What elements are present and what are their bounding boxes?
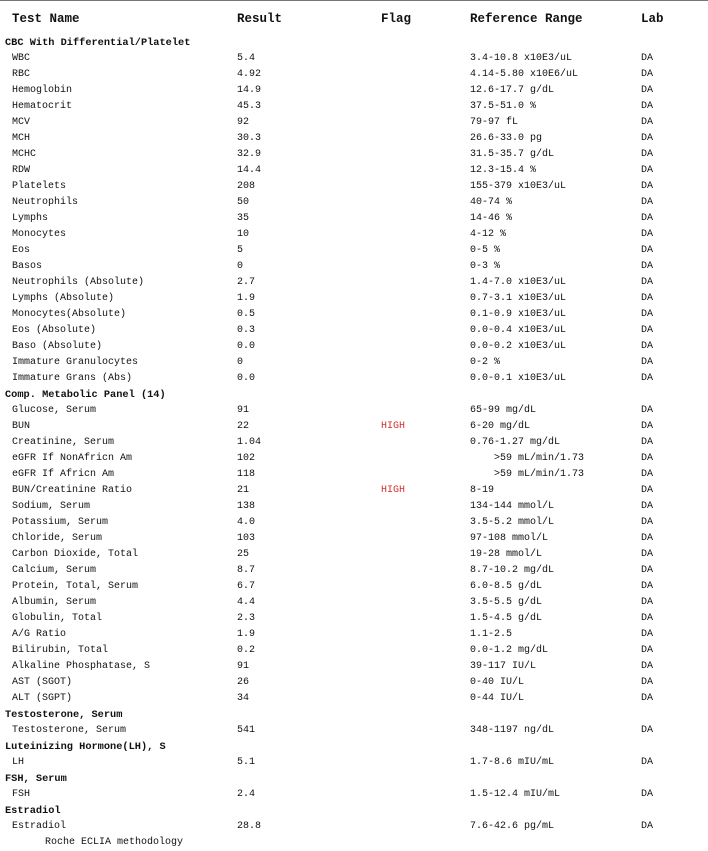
- test-name-cell: Carbon Dioxide, Total: [12, 549, 139, 560]
- reference-range-cell: 1.7-8.6 mIU/mL: [470, 757, 555, 768]
- result-cell: 4.92: [237, 69, 262, 80]
- lab-cell: DA: [641, 629, 654, 640]
- reference-range-cell: 8-19: [470, 485, 495, 496]
- table-row: [0, 627, 708, 643]
- col-header-test-name: Test Name: [12, 12, 80, 26]
- result-cell: 14.4: [237, 165, 262, 176]
- section-title: FSH, Serum: [5, 773, 67, 785]
- lab-cell: DA: [641, 485, 654, 496]
- lab-cell: DA: [641, 725, 654, 736]
- result-cell: 45.3: [237, 101, 262, 112]
- table-row: [0, 723, 708, 739]
- col-header-reference-range: Reference Range: [470, 12, 583, 26]
- table-row: [0, 547, 708, 563]
- result-cell: 14.9: [237, 85, 262, 96]
- table-row: [0, 611, 708, 627]
- reference-range-cell: 1.5-4.5 g/dL: [470, 613, 543, 624]
- result-cell: 28.8: [237, 821, 262, 832]
- col-header-result: Result: [237, 12, 283, 26]
- result-cell: 32.9: [237, 149, 262, 160]
- table-row: [0, 483, 708, 499]
- reference-range-cell: 39-117 IU/L: [470, 661, 537, 672]
- result-cell: 8.7: [237, 565, 256, 576]
- test-name-cell: LH: [12, 757, 25, 768]
- section-header: [0, 771, 708, 787]
- lab-cell: DA: [641, 101, 654, 112]
- reference-range-cell: 31.5-35.7 g/dL: [470, 149, 555, 160]
- table-row: [0, 275, 708, 291]
- table-header: [0, 0, 708, 35]
- result-cell: 2.4: [237, 789, 256, 800]
- reference-range-cell: 12.3-15.4 %: [470, 165, 537, 176]
- result-cell: 0.0: [237, 373, 256, 384]
- test-name-cell: Alkaline Phosphatase, S: [12, 661, 151, 672]
- reference-range-cell: 0-2 %: [470, 357, 501, 368]
- lab-cell: DA: [641, 53, 654, 64]
- test-name-cell: Calcium, Serum: [12, 565, 97, 576]
- reference-range-cell: 3.4-10.8 x10E3/uL: [470, 53, 573, 64]
- test-name-cell: Lymphs: [12, 213, 49, 224]
- lab-cell: DA: [641, 149, 654, 160]
- result-cell: 1.9: [237, 293, 256, 304]
- reference-range-cell: 3.5-5.2 mmol/L: [470, 517, 555, 528]
- test-name-cell: Monocytes(Absolute): [12, 309, 127, 320]
- lab-cell: DA: [641, 165, 654, 176]
- lab-cell: DA: [641, 453, 654, 464]
- lab-cell: DA: [641, 533, 654, 544]
- reference-range-cell: 0-5 %: [470, 245, 501, 256]
- table-row: [0, 259, 708, 275]
- reference-range-cell: 0.0-0.1 x10E3/uL: [470, 373, 567, 384]
- result-cell: 6.7: [237, 581, 256, 592]
- reference-range-cell: 40-74 %: [470, 197, 513, 208]
- result-cell: 91: [237, 661, 250, 672]
- table-row: [0, 355, 708, 371]
- lab-cell: DA: [641, 197, 654, 208]
- test-name-cell: Baso (Absolute): [12, 341, 103, 352]
- lab-cell: DA: [641, 133, 654, 144]
- test-name-cell: Globulin, Total: [12, 613, 103, 624]
- table-row: [0, 819, 708, 835]
- reference-range-cell: 0.7-3.1 x10E3/uL: [470, 293, 567, 304]
- test-name-cell: A/G Ratio: [12, 629, 67, 640]
- table-row: [0, 131, 708, 147]
- test-name-cell: Bilirubin, Total: [12, 645, 109, 656]
- table-row: [0, 51, 708, 67]
- reference-range-cell: 12.6-17.7 g/dL: [470, 85, 555, 96]
- result-cell: 0: [237, 357, 244, 368]
- reference-range-cell: 0.76-1.27 mg/dL: [470, 437, 561, 448]
- test-name-cell: Estradiol: [12, 821, 67, 832]
- section-header: [0, 707, 708, 723]
- lab-cell: DA: [641, 581, 654, 592]
- table-row: [0, 419, 708, 435]
- result-cell: 50: [237, 197, 250, 208]
- reference-range-cell: 6.0-8.5 g/dL: [470, 581, 543, 592]
- table-row: [0, 339, 708, 355]
- result-cell: 541: [237, 725, 256, 736]
- lab-cell: DA: [641, 261, 654, 272]
- reference-range-cell: 1.5-12.4 mIU/mL: [470, 789, 561, 800]
- table-row: [0, 515, 708, 531]
- reference-range-cell: 97-108 mmol/L: [470, 533, 549, 544]
- lab-cell: DA: [641, 245, 654, 256]
- section-header: [0, 803, 708, 819]
- table-row: [0, 467, 708, 483]
- table-row: [0, 595, 708, 611]
- reference-range-cell: 37.5-51.0 %: [470, 101, 537, 112]
- reference-range-cell: 65-99 mg/dL: [470, 405, 537, 416]
- lab-cell: DA: [641, 469, 654, 480]
- lab-cell: DA: [641, 645, 654, 656]
- table-row: [0, 243, 708, 259]
- lab-cell: DA: [641, 437, 654, 448]
- result-cell: 30.3: [237, 133, 262, 144]
- test-name-cell: Immature Grans (Abs): [12, 373, 133, 384]
- test-name-cell: Basos: [12, 261, 43, 272]
- result-cell: 5.4: [237, 53, 256, 64]
- reference-range-cell: 79-97 fL: [470, 117, 519, 128]
- reference-range-cell: 0-40 IU/L: [470, 677, 525, 688]
- test-name-cell: Immature Granulocytes: [12, 357, 139, 368]
- table-row: [0, 323, 708, 339]
- table-row: [0, 403, 708, 419]
- test-name-cell: Hemoglobin: [12, 85, 73, 96]
- result-cell: 1.04: [237, 437, 262, 448]
- lab-cell: DA: [641, 325, 654, 336]
- table-row: [0, 211, 708, 227]
- col-header-lab: Lab: [641, 12, 664, 26]
- result-cell: 22: [237, 421, 250, 432]
- test-name-cell: WBC: [12, 53, 31, 64]
- result-cell: 4.4: [237, 597, 256, 608]
- test-name-cell: ALT (SGPT): [12, 693, 73, 704]
- section-title: Comp. Metabolic Panel (14): [5, 389, 166, 401]
- table-row: [0, 147, 708, 163]
- table-row: [0, 451, 708, 467]
- lab-cell: DA: [641, 213, 654, 224]
- section-header: [0, 739, 708, 755]
- result-cell: 103: [237, 533, 256, 544]
- reference-range-cell: 0.0-1.2 mg/dL: [470, 645, 549, 656]
- reference-range-cell: 0.0-0.2 x10E3/uL: [470, 341, 567, 352]
- lab-cell: DA: [641, 229, 654, 240]
- reference-range-cell: 134-144 mmol/L: [470, 501, 555, 512]
- section-header: [0, 35, 708, 51]
- table-row: [0, 163, 708, 179]
- result-cell: 4.0: [237, 517, 256, 528]
- lab-cell: DA: [641, 421, 654, 432]
- table-row: [0, 435, 708, 451]
- lab-cell: DA: [641, 757, 654, 768]
- reference-range-cell: 4-12 %: [470, 229, 507, 240]
- flag-cell: HIGH: [381, 485, 406, 496]
- reference-range-cell: 0.1-0.9 x10E3/uL: [470, 309, 567, 320]
- section-title: Testosterone, Serum: [5, 709, 123, 721]
- test-name-cell: Neutrophils: [12, 197, 79, 208]
- table-row: [0, 115, 708, 131]
- result-cell: 1.9: [237, 629, 256, 640]
- lab-cell: DA: [641, 597, 654, 608]
- test-name-cell: Hematocrit: [12, 101, 73, 112]
- lab-cell: DA: [641, 789, 654, 800]
- lab-cell: DA: [641, 405, 654, 416]
- reference-range-cell: 19-28 mmol/L: [470, 549, 543, 560]
- test-name-cell: Creatinine, Serum: [12, 437, 115, 448]
- note-text: Roche ECLIA methodology: [45, 837, 184, 848]
- lab-cell: DA: [641, 821, 654, 832]
- reference-range-cell: >59 mL/min/1.73: [494, 453, 585, 464]
- table-row: [0, 179, 708, 195]
- table-row: [0, 99, 708, 115]
- table-row: [0, 67, 708, 83]
- lab-cell: DA: [641, 277, 654, 288]
- reference-range-cell: 7.6-42.6 pg/mL: [470, 821, 555, 832]
- table-row: [0, 307, 708, 323]
- reference-range-cell: 348-1197 ng/dL: [470, 725, 555, 736]
- reference-range-cell: 14-46 %: [470, 213, 513, 224]
- section-title: Luteinizing Hormone(LH), S: [5, 741, 166, 753]
- test-name-cell: Eos: [12, 245, 31, 256]
- table-row: [0, 755, 708, 771]
- test-name-cell: BUN/Creatinine Ratio: [12, 485, 133, 496]
- result-cell: 34: [237, 693, 250, 704]
- result-cell: 2.3: [237, 613, 256, 624]
- lab-cell: DA: [641, 517, 654, 528]
- test-name-cell: MCH: [12, 133, 31, 144]
- result-cell: 10: [237, 229, 250, 240]
- reference-range-cell: 1.4-7.0 x10E3/uL: [470, 277, 567, 288]
- table-row: [0, 227, 708, 243]
- result-cell: 0.3: [237, 325, 256, 336]
- lab-cell: DA: [641, 661, 654, 672]
- table-row: [0, 83, 708, 99]
- result-cell: 21: [237, 485, 250, 496]
- test-name-cell: RDW: [12, 165, 31, 176]
- result-cell: 25: [237, 549, 250, 560]
- reference-range-cell: 0.0-0.4 x10E3/uL: [470, 325, 567, 336]
- lab-cell: DA: [641, 613, 654, 624]
- result-cell: 35: [237, 213, 250, 224]
- section-title: CBC With Differential/Platelet: [5, 37, 191, 49]
- result-cell: 91: [237, 405, 250, 416]
- section-header: [0, 387, 708, 403]
- test-name-cell: AST (SGOT): [12, 677, 73, 688]
- result-cell: 5.1: [237, 757, 256, 768]
- lab-cell: DA: [641, 117, 654, 128]
- table-row: [0, 371, 708, 387]
- table-row: [0, 659, 708, 675]
- reference-range-cell: 3.5-5.5 g/dL: [470, 597, 543, 608]
- lab-cell: DA: [641, 85, 654, 96]
- test-name-cell: MCHC: [12, 149, 37, 160]
- lab-cell: DA: [641, 293, 654, 304]
- result-cell: 0.5: [237, 309, 256, 320]
- result-cell: 208: [237, 181, 256, 192]
- lab-cell: DA: [641, 693, 654, 704]
- lab-cell: DA: [641, 357, 654, 368]
- result-cell: 92: [237, 117, 250, 128]
- test-name-cell: Protein, Total, Serum: [12, 581, 139, 592]
- test-name-cell: Potassium, Serum: [12, 517, 109, 528]
- reference-range-cell: 155-379 x10E3/uL: [470, 181, 567, 192]
- result-cell: 138: [237, 501, 256, 512]
- lab-cell: DA: [641, 373, 654, 384]
- table-row: [0, 675, 708, 691]
- reference-range-cell: 0-3 %: [470, 261, 501, 272]
- test-name-cell: FSH: [12, 789, 31, 800]
- test-name-cell: RBC: [12, 69, 31, 80]
- table-row: [0, 291, 708, 307]
- lab-cell: DA: [641, 501, 654, 512]
- reference-range-cell: 6-20 mg/dL: [470, 421, 531, 432]
- table-row: [0, 563, 708, 579]
- test-name-cell: Neutrophils (Absolute): [12, 277, 145, 288]
- table-row: [0, 643, 708, 659]
- test-name-cell: Glucose, Serum: [12, 405, 97, 416]
- test-name-cell: Chloride, Serum: [12, 533, 103, 544]
- lab-cell: DA: [641, 181, 654, 192]
- table-row: [0, 579, 708, 595]
- result-cell: 26: [237, 677, 250, 688]
- reference-range-cell: 8.7-10.2 mg/dL: [470, 565, 555, 576]
- test-name-cell: Lymphs (Absolute): [12, 293, 115, 304]
- test-name-cell: eGFR If Africn Am: [12, 469, 115, 480]
- result-cell: 0.2: [237, 645, 256, 656]
- test-name-cell: Sodium, Serum: [12, 501, 91, 512]
- result-cell: 2.7: [237, 277, 256, 288]
- result-cell: 0: [237, 261, 244, 272]
- table-row: [0, 499, 708, 515]
- lab-cell: DA: [641, 309, 654, 320]
- test-name-cell: Monocytes: [12, 229, 67, 240]
- table-row: [0, 691, 708, 707]
- lab-cell: DA: [641, 677, 654, 688]
- lab-cell: DA: [641, 565, 654, 576]
- test-name-cell: Eos (Absolute): [12, 325, 97, 336]
- lab-cell: DA: [641, 69, 654, 80]
- test-name-cell: MCV: [12, 117, 31, 128]
- table-row: [0, 195, 708, 211]
- method-note: [0, 835, 708, 851]
- table-row: [0, 787, 708, 803]
- flag-cell: HIGH: [381, 421, 406, 432]
- result-cell: 118: [237, 469, 256, 480]
- test-name-cell: Platelets: [12, 181, 67, 192]
- table-row: [0, 531, 708, 547]
- test-name-cell: BUN: [12, 421, 31, 432]
- section-title: Estradiol: [5, 805, 61, 817]
- lab-cell: DA: [641, 341, 654, 352]
- col-header-flag: Flag: [381, 12, 412, 26]
- lab-cell: DA: [641, 549, 654, 560]
- reference-range-cell: 4.14-5.80 x10E6/uL: [470, 69, 579, 80]
- result-cell: 5: [237, 245, 244, 256]
- result-cell: 0.0: [237, 341, 256, 352]
- reference-range-cell: >59 mL/min/1.73: [494, 469, 585, 480]
- reference-range-cell: 0-44 IU/L: [470, 693, 525, 704]
- reference-range-cell: 1.1-2.5: [470, 629, 513, 640]
- test-name-cell: Albumin, Serum: [12, 597, 97, 608]
- test-name-cell: Testosterone, Serum: [12, 725, 127, 736]
- reference-range-cell: 26.6-33.0 pg: [470, 133, 543, 144]
- result-cell: 102: [237, 453, 256, 464]
- test-name-cell: eGFR If NonAfricn Am: [12, 453, 133, 464]
